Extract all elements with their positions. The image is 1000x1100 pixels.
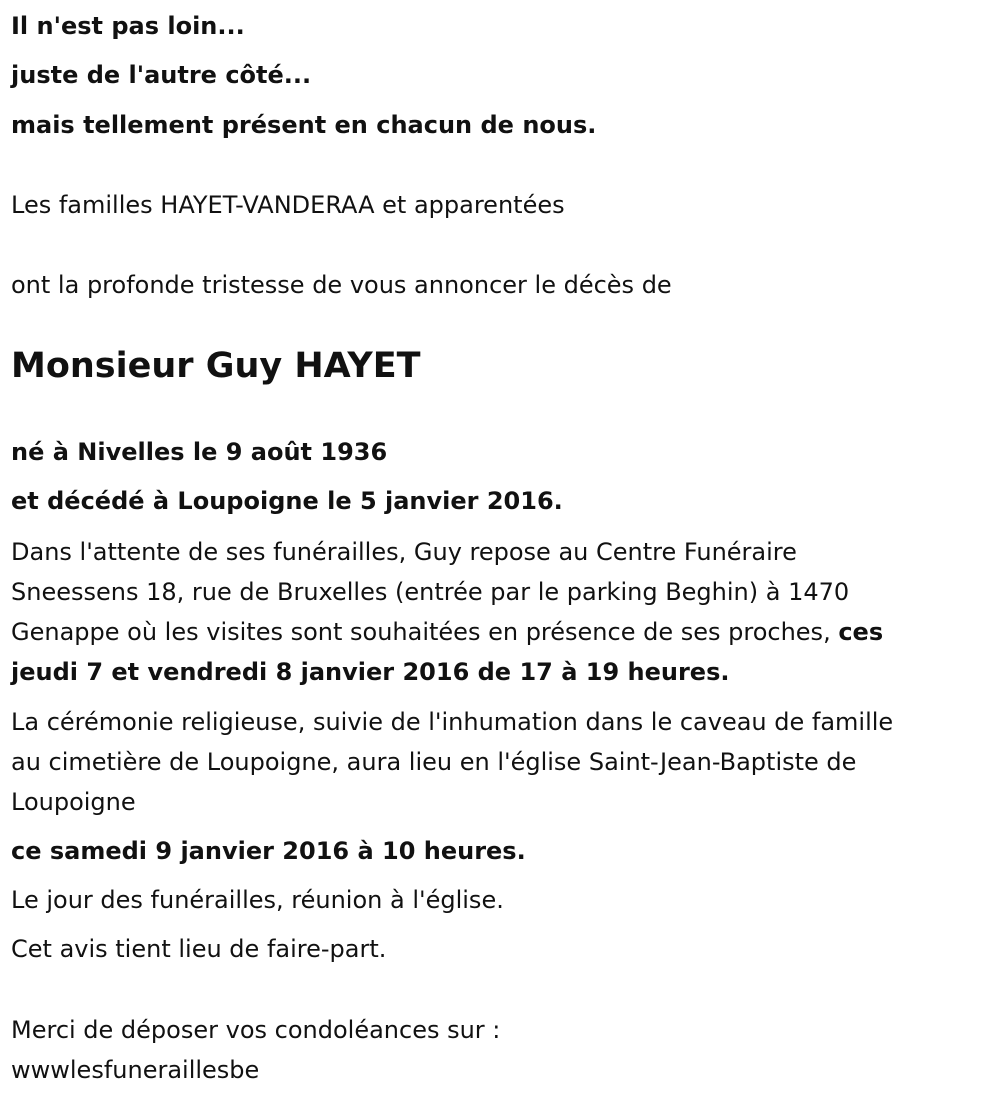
birth-line: né à Nivelles le 9 août 1936 (11, 438, 388, 466)
poem-line-3: mais tellement présent en chacun de nous. (11, 111, 597, 139)
ceremony-paragraph (11, 702, 986, 822)
poem-line-2: juste de l'autre côté... (11, 61, 312, 89)
visitation-line-1: Dans l'attente de ses funérailles, Guy repose au Centre Funéraire (11, 538, 797, 566)
condolences-label: Merci de déposer vos condoléances sur : (11, 1016, 501, 1044)
ceremony-date: ce samedi 9 janvier 2016 à 10 heures. (11, 837, 526, 865)
visitation-paragraph (11, 532, 986, 692)
visitation-line-2: Sneessens 18, rue de Bruxelles (entrée par le parking Beghin) à 1470 (11, 578, 850, 606)
visitation-line-3 (11, 612, 986, 652)
death-line: et décédé à Loupoigne le 5 janvier 2016. (11, 487, 563, 515)
families-line: Les familles HAYET-VANDERAA et apparentées (11, 191, 565, 219)
ceremony-line-2: au cimetière de Loupoigne, aura lieu en l'église Saint-Jean-Baptiste de (11, 748, 857, 776)
announcement-line: ont la profonde tristesse de vous annoncer le décès de (11, 271, 672, 299)
poem-line-1: Il n'est pas loin... (11, 12, 245, 40)
ceremony-line-1: La cérémonie religieuse, suivie de l'inhumation dans le caveau de famille (11, 708, 894, 736)
ceremony-line-3: Loupoigne (11, 788, 136, 816)
visitation-dates: jeudi 7 et vendredi 8 janvier 2016 de 17 à 19 heures. (11, 658, 730, 686)
deceased-name: Monsieur Guy HAYET (11, 346, 421, 386)
meeting-line: Le jour des funérailles, réunion à l'église. (11, 886, 504, 914)
visitation-line-3-text: Genappe où les visites sont souhaitées en présence de ses proches, (11, 618, 839, 646)
notice-line: Cet avis tient lieu de faire-part. (11, 935, 387, 963)
visitation-bold-inline: ces (838, 618, 884, 646)
condolences-website[interactable]: wwwlesfuneraillesbe (11, 1056, 260, 1084)
